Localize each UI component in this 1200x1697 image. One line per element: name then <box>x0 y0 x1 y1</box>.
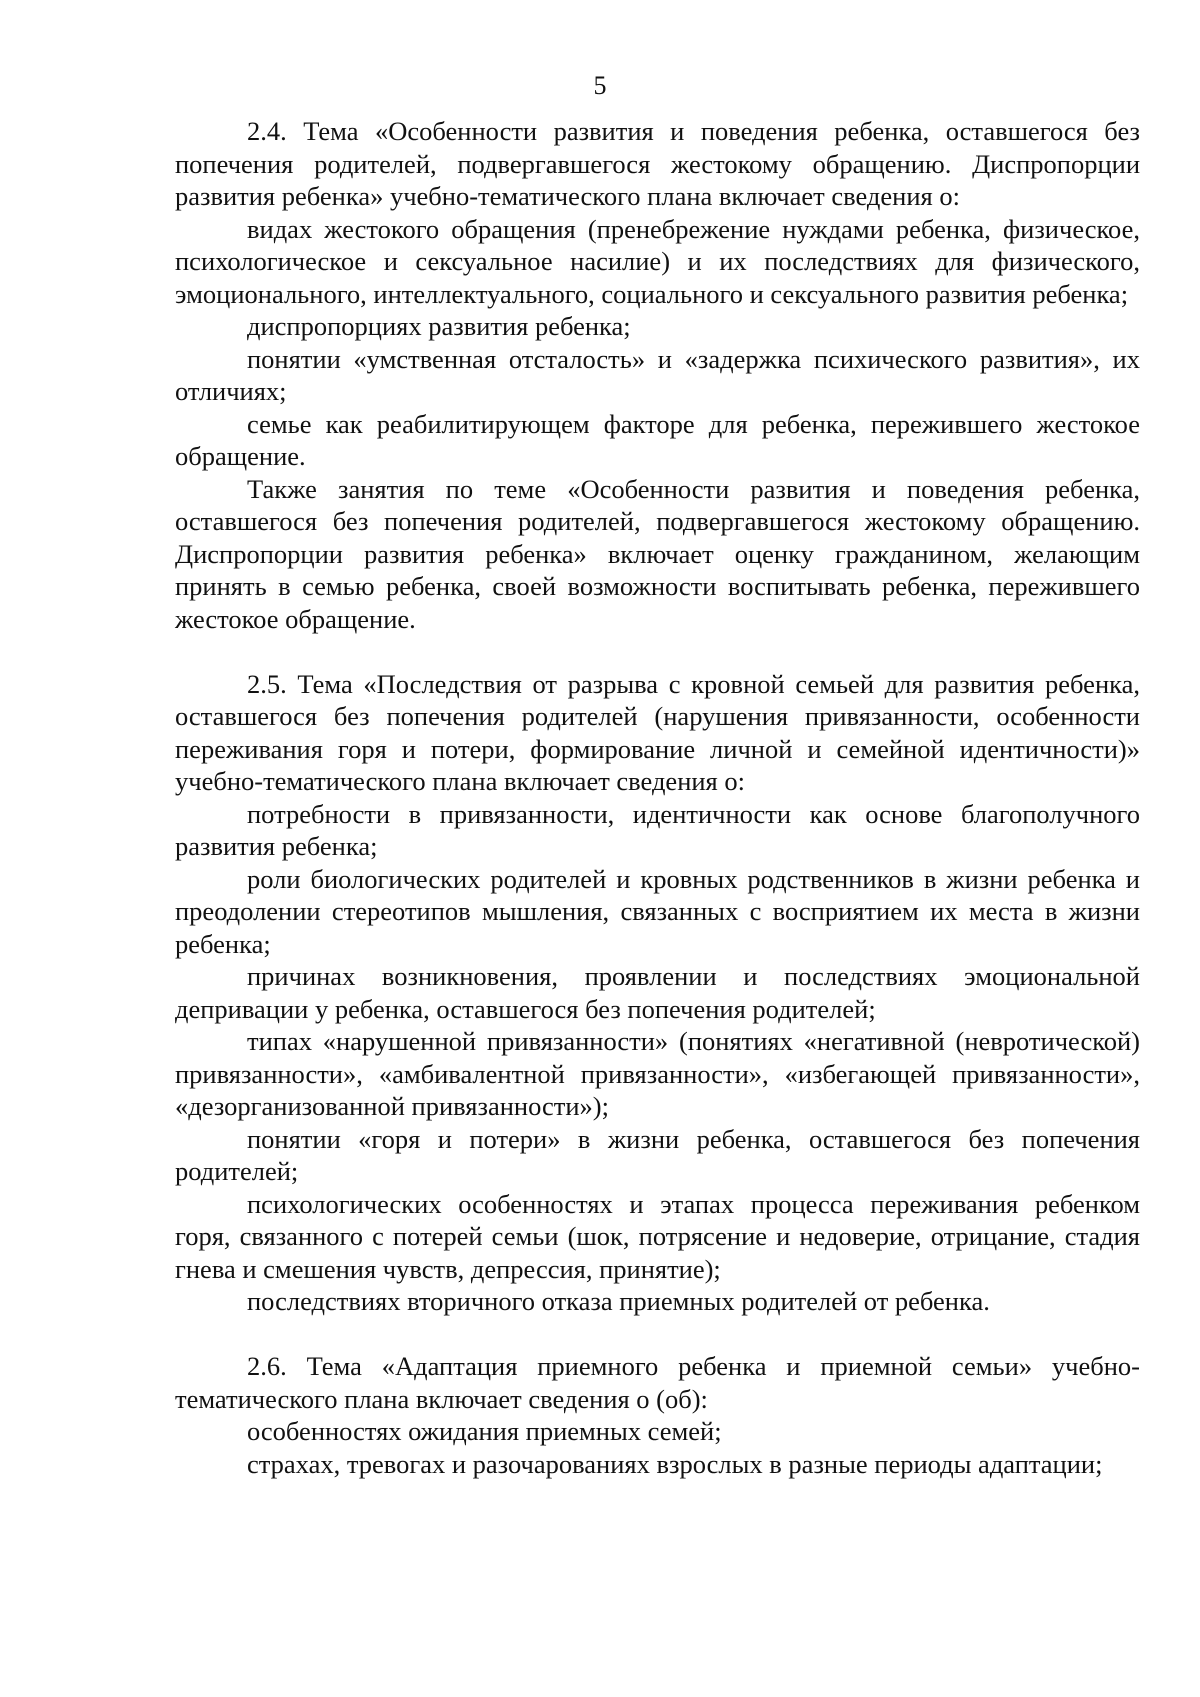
paragraph: последствиях вторичного отказа приемных родителей от ребенка. <box>247 1286 990 1316</box>
section-2-5 <box>175 668 1140 1318</box>
paragraph: семье как реабилитирующем факторе для ребенка, пережившего жестокое обращение. <box>175 408 1140 471</box>
paragraph: понятии «горя и потери» в жизни ребенка, оставшегося без попечения родителей; <box>175 1123 1140 1186</box>
paragraph: 2.4. Тема «Особенности развития и поведения ребенка, оставшегося без попечения родителей, подвергавшегося жестокому обращению. Диспропорции развития ребенка» учебно-тематического плана включает сведения о: <box>175 116 1140 211</box>
paragraph: Также занятия по теме «Особенности развития и поведения ребенка, оставшегося без попечения родителей, подвергавшегося жестокому обращению. Диспропорции развития ребенка» включает оценку гражданином, желающим принять в семью ребенка, своей возможности воспитывать ребенка, пережившего жестокое обращение. <box>175 473 1140 634</box>
paragraph: потребности в привязанности, идентичности как основе благополучного развития ребенка; <box>175 798 1140 861</box>
section-2-6 <box>175 1350 1140 1480</box>
paragraph: видах жестокого обращения (пренебрежение нуждами ребенка, физическое, психологическое и сексуальное насилие) и их последствиях для физического, эмоционального, интеллектуального, социального и сексуального развития ребенка; <box>175 213 1140 309</box>
paragraph: психологических особенностях и этапах процесса переживания ребенком горя, связанного с потерей семьи (шок, потрясение и недоверие, отрицание, стадия гнева и смешения чувств, депрессия, принятие); <box>175 1188 1140 1284</box>
paragraph: диспропорциях развития ребенка; <box>247 311 631 341</box>
paragraph: роли биологических родителей и кровных родственников в жизни ребенка и преодолении стереотипов мышления, связанных с восприятием их места в жизни ребенка; <box>175 863 1140 959</box>
document-body <box>175 115 1140 1480</box>
page-number: 5 <box>593 71 607 100</box>
paragraph: типах «нарушенной привязанности» (понятиях «негативной (невротической) привязанности», «амбивалентной привязанности», «избегающей привязанности», «дезорганизованной привязанности»); <box>175 1026 1140 1121</box>
paragraph: 2.5. Тема «Последствия от разрыва с кровной семьей для развития ребенка, оставшегося без попечения родителей (нарушения привязанности, особенности переживания горя и потери, формирование личной и семейной идентичности)» учебно-тематического плана включает сведения о: <box>175 668 1140 796</box>
paragraph: причинах возникновения, проявлении и последствиях эмоциональной депривации у ребенка, оставшегося без попечения родителей; <box>175 961 1140 1024</box>
paragraph: страхах, тревогах и разочарованиях взрослых в разные периоды адаптации; <box>247 1448 1103 1479</box>
section-2-4 <box>175 115 1140 635</box>
paragraph: понятии «умственная отсталость» и «задержка психического развития», их отличиях; <box>175 343 1140 406</box>
paragraph: 2.6. Тема «Адаптация приемного ребенка и приемной семьи» учебно-тематического плана включает сведения о (об): <box>175 1351 1140 1414</box>
paragraph: особенностях ожидания приемных семей; <box>247 1416 722 1446</box>
